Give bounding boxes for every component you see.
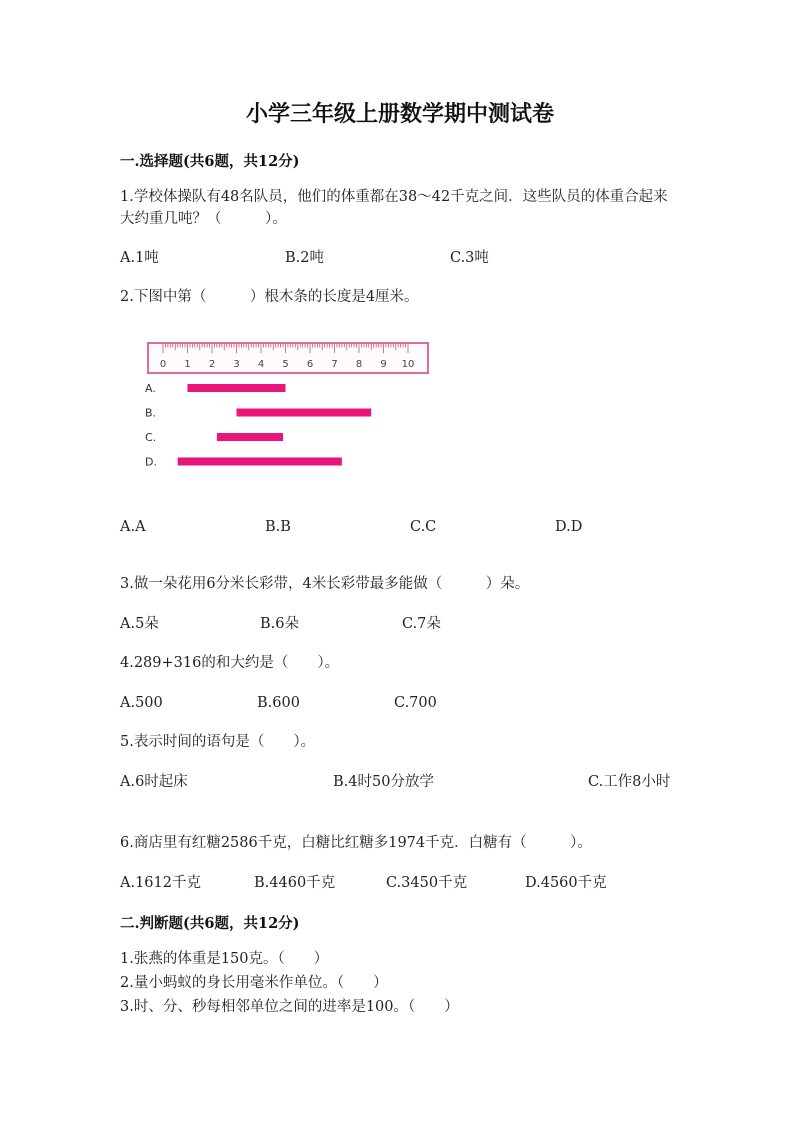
- q1-option-a[interactable]: A.1吨: [120, 250, 159, 266]
- ruler-number: 2: [208, 359, 216, 370]
- section-heading-judge: 二.判断题(共6题，共12分): [120, 915, 300, 932]
- wood-strip: [178, 458, 342, 466]
- judge-2: 2.量小蚂蚁的身长用毫米作单位。（ ）: [120, 975, 388, 991]
- q6-option-a[interactable]: A.1612千克: [120, 875, 201, 891]
- ruler-number: 10: [401, 359, 415, 370]
- ruler-number: 7: [331, 359, 338, 370]
- question-4-stem: 4.289+316的和大约是（ ）。: [120, 655, 340, 671]
- q3-option-a[interactable]: A.5朵: [120, 616, 159, 632]
- question-6-stem: 6.商店里有红糖2586千克，白糖比红糖多1974千克．白糖有（ ）。: [120, 835, 592, 851]
- ruler-number: 4: [257, 359, 265, 370]
- q4-option-b[interactable]: B.600: [257, 695, 300, 711]
- ruler-number: 1: [184, 359, 191, 370]
- strip-label: B.: [145, 406, 157, 420]
- question-5-stem: 5.表示时间的语句是（ ）。: [120, 734, 316, 750]
- question-1-stem: 1.学校体操队有48名队员，他们的体重都在38～42千克之间．这些队员的体重合起来大约重几吨？（ ）。: [120, 189, 668, 227]
- ruler-number: 0: [159, 359, 167, 370]
- q4-option-c[interactable]: C.700: [394, 695, 437, 711]
- ruler-number: 3: [233, 359, 240, 370]
- strip-label: D.: [145, 455, 157, 469]
- q1-option-b[interactable]: B.2吨: [285, 250, 324, 266]
- q5-option-b[interactable]: B.4时50分放学: [333, 774, 434, 790]
- ruler-number: 8: [355, 359, 363, 370]
- ruler-number: 5: [282, 359, 289, 370]
- q3-option-c[interactable]: C.7朵: [402, 616, 441, 632]
- wood-strip: [188, 384, 286, 392]
- ruler-figure: [144, 336, 436, 476]
- q4-option-a[interactable]: A.500: [120, 695, 163, 711]
- question-2-stem: 2.下图中第（ ）根木条的长度是4厘米。: [120, 289, 419, 305]
- q6-option-c[interactable]: C.3450千克: [386, 875, 468, 891]
- q5-option-a[interactable]: A.6时起床: [120, 774, 188, 790]
- q1-option-c[interactable]: C.3吨: [450, 250, 489, 266]
- q3-option-b[interactable]: B.6朵: [260, 616, 299, 632]
- page-title: 小学三年级上册数学期中测试卷: [245, 101, 554, 127]
- wood-strips: [145, 382, 371, 469]
- wood-strip: [217, 433, 283, 441]
- q5-option-c[interactable]: C.工作8小时: [588, 774, 671, 790]
- q2-option-d[interactable]: D.D: [555, 519, 583, 535]
- ruler-number: 9: [380, 359, 387, 370]
- strip-label: A.: [145, 382, 156, 395]
- ruler-diagram: [144, 336, 436, 476]
- q6-option-d[interactable]: D.4560千克: [525, 875, 607, 891]
- judge-3: 3.时、分、秒每相邻单位之间的进率是100。（ ）: [120, 999, 459, 1015]
- strip-label: C.: [145, 431, 157, 444]
- question-3-stem: 3.做一朵花用6分米长彩带，4米长彩带最多能做（ ）朵。: [120, 576, 530, 592]
- q6-option-b[interactable]: B.4460千克: [254, 875, 336, 891]
- section-heading-choice: 一.选择题(共6题，共12分): [120, 153, 300, 170]
- q2-option-a[interactable]: A.A: [120, 519, 146, 535]
- ruler-number: 6: [306, 359, 314, 370]
- judge-1: 1.张燕的体重是150克。（ ）: [120, 951, 329, 967]
- q2-option-c[interactable]: C.C: [410, 519, 437, 535]
- wood-strip: [237, 409, 372, 417]
- q2-option-b[interactable]: B.B: [265, 519, 291, 535]
